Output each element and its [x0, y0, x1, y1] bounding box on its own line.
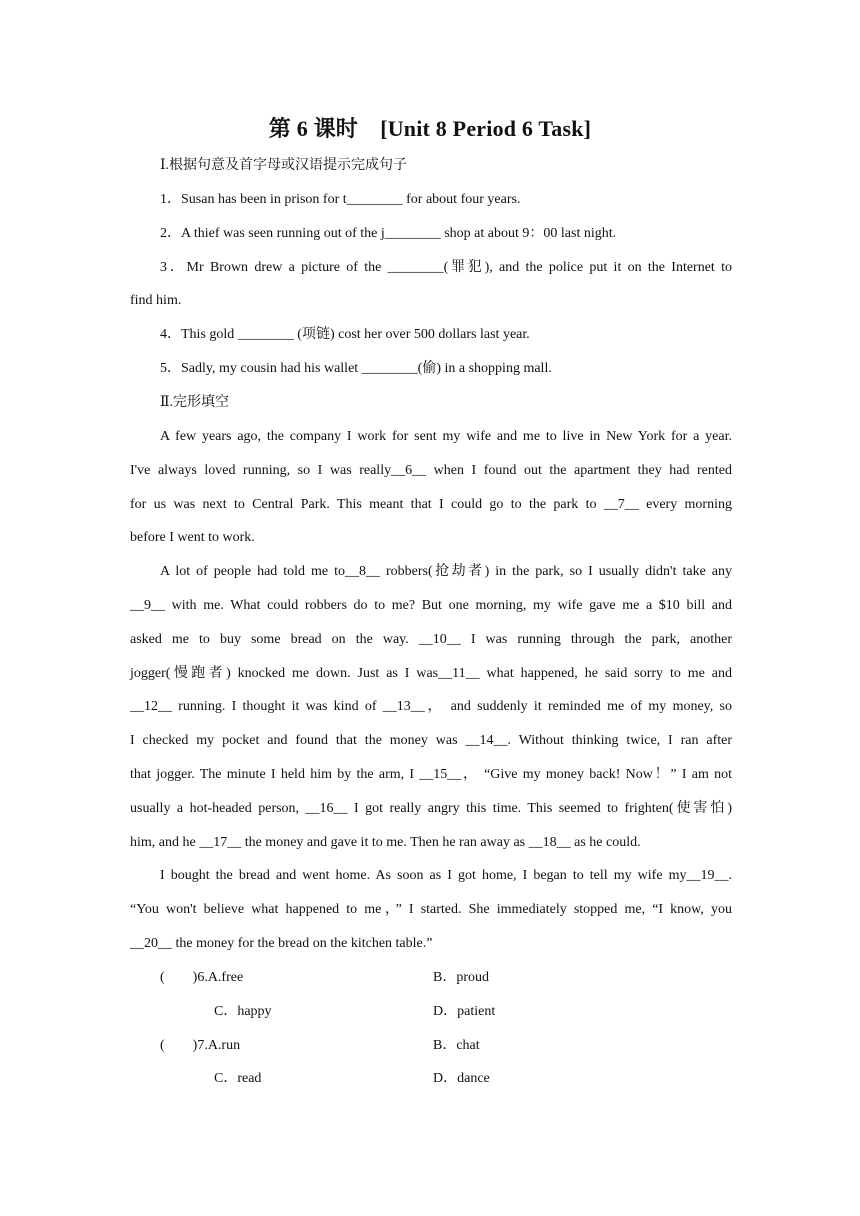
section-2-heading: Ⅱ.完形填空: [160, 395, 230, 410]
passage-line: A lot of people had told me to__8__ robbers(抢劫者) in the park, so I usually didn't take any: [160, 564, 732, 579]
passage-line: __20__ the money for the bread on the kitchen table.”: [130, 936, 433, 951]
passage-line: “You won't believe what happened to me，” I started. She immediately stopped me, “I know, you: [130, 902, 732, 917]
passage-line: A few years ago, the company I work for sent my wife and me to live in New York for a year.: [160, 429, 732, 444]
passage-line: that jogger. The minute I held him by the arm, I __15__， “Give my money back! Now！” I am not: [130, 767, 732, 782]
sentence-item: 1．Susan has been in prison for t________ for about four years.: [160, 192, 521, 207]
option-b-6: B．proud: [433, 970, 489, 985]
page-title: 第 6 课时 [Unit 8 Period 6 Task]: [268, 116, 592, 141]
question-stem-6: ( )6.A.free: [160, 970, 244, 985]
passage-line: __12__ running. I thought it was kind of __13__， and suddenly it reminded me of my money, so: [130, 699, 732, 714]
option-d-6: D．patient: [433, 1004, 496, 1019]
passage-line: asked me to buy some bread on the way. __10__ I was running through the park, another: [130, 632, 732, 647]
passage-line: him, and he __17__ the money and gave it to me. Then he ran away as __18__ as he could.: [130, 835, 641, 850]
passage-line: I've always loved running, so I was really__6__ when I found out the apartment they had rented: [130, 463, 732, 478]
sentence-item: 4．This gold ________ (项链) cost her over 500 dollars last year.: [160, 327, 530, 342]
passage-line: jogger(慢跑者) knocked me down. Just as I was__11__ what happened, he said sorry to me and: [130, 666, 732, 681]
question-stem-7: ( )7.A.run: [160, 1038, 241, 1053]
sentence-item: 3．Mr Brown drew a picture of the ________(罪犯), and the police put it on the Internet to: [160, 260, 732, 275]
passage-line: before I went to work.: [130, 530, 255, 545]
option-c-6: C．happy: [214, 1004, 272, 1019]
passage-line: I bought the bread and went home. As soon as I got home, I began to tell my wife my__19__.: [160, 868, 732, 883]
option-c-7: C．read: [214, 1071, 262, 1086]
sentence-item: 2．A thief was seen running out of the j________ shop at about 9：00 last night.: [160, 226, 617, 241]
passage-line: usually a hot-headed person, __16__ I got really angry this time. This seemed to frighten(使害怕): [130, 801, 732, 816]
section-1-heading: Ⅰ.根据句意及首字母或汉语提示完成句子: [160, 158, 408, 173]
passage-line: __9__ with me. What could robbers do to me? But one morning, my wife gave me a $10 bill and: [130, 598, 732, 613]
sentence-item-continuation: find him.: [130, 293, 182, 308]
option-d-7: D．dance: [433, 1071, 490, 1086]
passage-line: for us was next to Central Park. This meant that I could go to the park to __7__ every morning: [130, 497, 732, 512]
passage-line: I checked my pocket and found that the money was __14__. Without thinking twice, I ran after: [130, 733, 732, 748]
option-b-7: B．chat: [433, 1038, 480, 1053]
sentence-item: 5．Sadly, my cousin had his wallet ________(偷) in a shopping mall.: [160, 361, 552, 376]
